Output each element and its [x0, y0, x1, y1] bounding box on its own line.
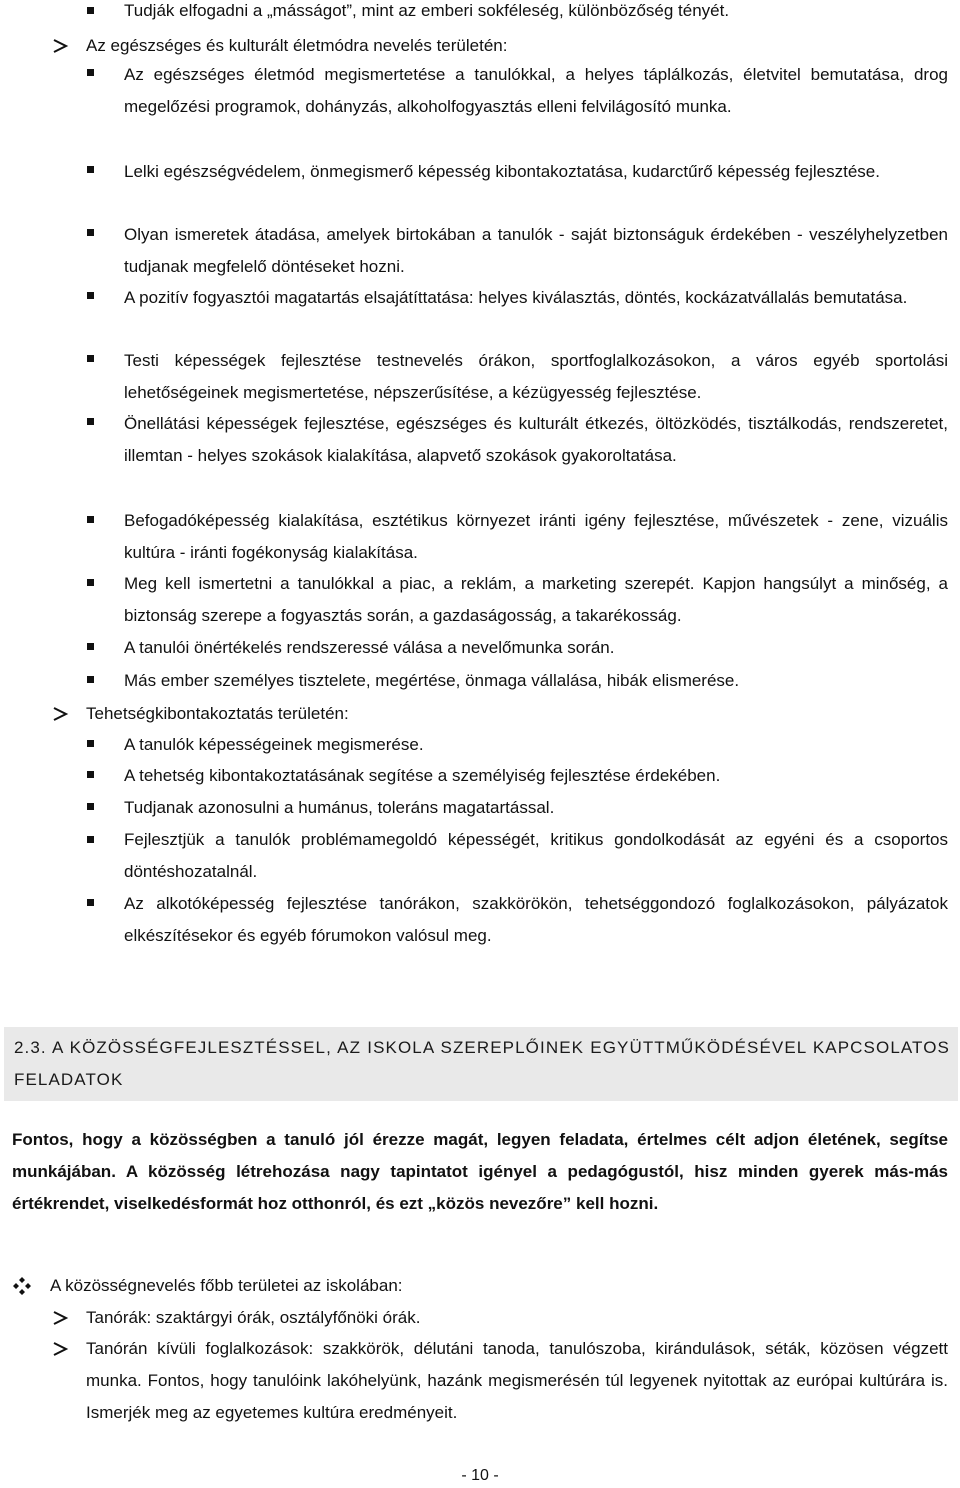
list-item: Testi képességek fejlesztése testnevelés órákon, sportfoglalkozásokon, a város egyéb sportolási lehetőségeinek megismertetése, népszerűsítése, a kézügyesség fejlesztése. — [124, 351, 948, 402]
list-item: A tanulók képességeinek megismerése. — [124, 735, 424, 754]
list-item: Tudják elfogadni a „másságot”, mint az emberi sokféleség, különbözőség tényét. — [124, 1, 730, 20]
square-bullet-icon — [87, 418, 94, 425]
square-bullet-icon — [87, 69, 94, 76]
square-bullet-icon — [87, 355, 94, 362]
arrow-bullet-icon — [52, 1341, 72, 1357]
arrow-bullet-icon — [52, 38, 72, 54]
square-bullet-icon — [87, 516, 94, 523]
list-heading: Tehetségkibontakoztatás területén: — [86, 704, 349, 723]
list-item: Tanórán kívüli foglalkozások: szakkörök, délutáni tanoda, tanulószoba, kirándulások, séták, közösen végzett munka. Fontos, hogy tanulóink lakóhelyünk, hazánk megismerésén túl legyenek nyitottak az európai kultúrára is. Ismerjék meg az egyetemes kultúra eredményeit. — [86, 1339, 948, 1422]
section-heading-box — [4, 1027, 958, 1101]
square-bullet-icon — [87, 771, 94, 778]
list-item: Lelki egészségvédelem, önmegismerő képesség kibontakoztatása, kudarctűrő képesség fejlesztése. — [124, 162, 880, 181]
square-bullet-icon — [87, 579, 94, 586]
list-item: Tanórák: szaktárgyi órák, osztályfőnöki órák. — [86, 1308, 421, 1327]
square-bullet-icon — [87, 676, 94, 683]
square-bullet-icon — [87, 803, 94, 810]
list-item: Az alkotóképesség fejlesztése tanórákon, szakkörökön, tehetséggondozó foglalkozásokon, pályázatok elkészítésekor és egyéb fórumokon valósul meg. — [124, 894, 948, 945]
intro-paragraph: Fontos, hogy a közösségben a tanuló jól érezze magát, legyen feladata, értelmes célt adjon életének, segítse munkájában. A közösség létrehozása nagy tapintatot igényel a pedagógustól, hisz minden gyerek más-más értékrendet, viselkedésformát hoz otthonról, és ezt „közös nevezőre” kell hozni. — [12, 1130, 948, 1213]
list-item: Befogadóképesség kialakítása, esztétikus környezet iránti igény fejlesztése, művészetek - zene, vizuális kultúra - iránti fogékonyság kialakítása. — [124, 511, 948, 562]
list-item: Az egészséges életmód megismertetése a tanulókkal, a helyes táplálkozás, életvitel bemutatása, drog megelőzési programok, dohányzás, alkoholfogyasztás elleni felvilágosító munka. — [124, 65, 948, 116]
list-item: A pozitív fogyasztói magatartás elsajátíttatása: helyes kiválasztás, döntés, kockázatvállalás bemutatása. — [124, 288, 908, 307]
square-bullet-icon — [87, 643, 94, 650]
square-bullet-icon — [87, 292, 94, 299]
list-item: Fejlesztjük a tanulók problémamegoldó képességét, kritikus gondolkodását az egyéni és a csoportos döntéshozatalnál. — [124, 830, 948, 881]
list-item: Tudjanak azonosulni a humánus, toleráns magatartással. — [124, 798, 555, 817]
list-item: A tehetség kibontakoztatásának segítése a személyiség fejlesztése érdekében. — [124, 766, 721, 785]
list-item: Más ember személyes tisztelete, megértése, önmaga vállalása, hibák elismerése. — [124, 671, 740, 690]
square-bullet-icon — [87, 166, 94, 173]
arrow-bullet-icon — [52, 1310, 72, 1326]
list-heading: A közösségnevelés főbb területei az iskolában: — [50, 1276, 403, 1295]
list-item: Meg kell ismertetni a tanulókkal a piac, a reklám, a marketing szerepét. Kapjon hangsúlyt a minőség, a biztonság szerepe a fogyasztás során, a gazdaságosság, a takarékosság. — [124, 574, 948, 625]
square-bullet-icon — [87, 229, 94, 236]
square-bullet-icon — [87, 836, 94, 843]
arrow-bullet-icon — [52, 706, 72, 722]
list-item: Olyan ismeretek átadása, amelyek birtokában a tanulók - saját biztonságuk érdekében - veszélyhelyzetben tudjanak megfelelő döntéseket hozni. — [124, 225, 948, 276]
square-bullet-icon — [87, 740, 94, 747]
section-title: 2.3. A KÖZÖSSÉGFEJLESZTÉSSEL, AZ ISKOLA SZEREPLŐINEK EGYÜTTMŰKÖDÉSÉVEL KAPCSOLATOS FELADATOK — [14, 1038, 950, 1089]
list-heading: Az egészséges és kulturált életmódra nevelés területén: — [86, 36, 508, 55]
diamond-bullet-icon — [12, 1276, 32, 1296]
square-bullet-icon — [87, 7, 94, 14]
page-number: - 10 - — [461, 1467, 499, 1484]
list-item: A tanulói önértékelés rendszeressé válása a nevelőmunka során. — [124, 638, 615, 657]
list-item: Önellátási képességek fejlesztése, egészséges és kulturált étkezés, öltözködés, tisztálkodás, rendszeretet, illemtan - helyes szokások kialakítása, alapvető szokások gyakoroltatása. — [124, 414, 948, 465]
square-bullet-icon — [87, 899, 94, 906]
